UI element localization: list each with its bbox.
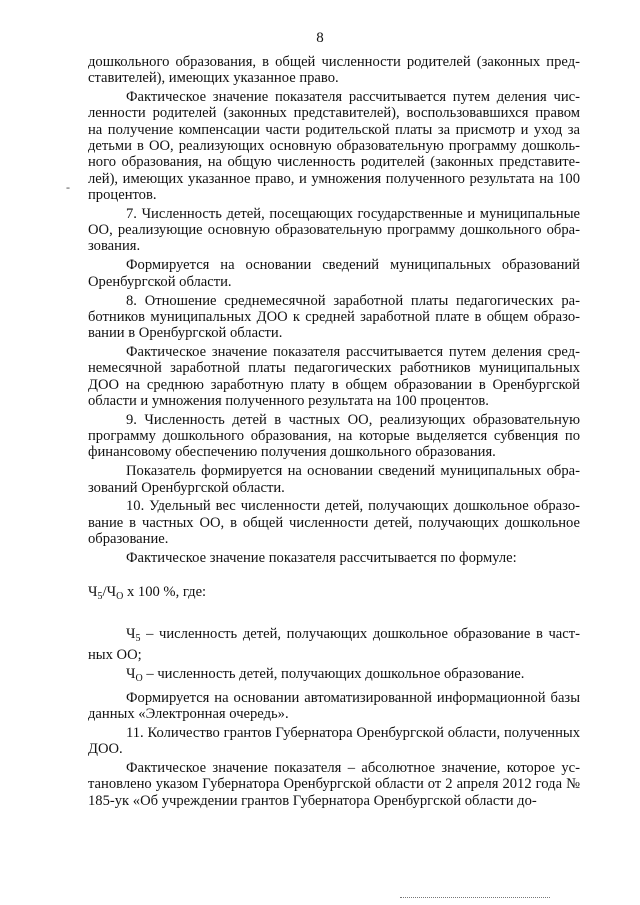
item-10-heading: 10. Удельный вес численности детей, получающих дошкольное образование в частных ОО, в общей численности детей, получающих дошкольное образование. (88, 498, 580, 548)
definition-cho-sub: О (135, 672, 143, 684)
item-8-calculation: Фактическое значение показателя рассчитывается путем деления среднемесячной заработной платы педагогических работников муниципальных ДОО на среднюю заработную плату в общем образовании в Оренбургской области и умножения полученного результата на 100 процентов. (88, 344, 580, 409)
margin-mark: - (66, 180, 70, 194)
paragraph-continuation: дошкольного образования, в общей численности родителей (законных представителей), имеющих указанное право. (88, 54, 580, 87)
formula-definitions (88, 626, 580, 687)
item-11-calculation: Фактическое значение показателя – абсолютное значение, которое установлено указом Губернатора Оренбургской области от 2 апреля 2012 года № 185-ук «Об учреждении грантов Губернатора Оренбургской области до- (88, 760, 580, 809)
scan-artifact-line (400, 897, 550, 900)
definition-ch5-symbol: Ч (126, 625, 136, 642)
item-10-source: Формируется на основании автоматизированной информационной базы данных «Электронная очередь». (88, 689, 580, 722)
item-8-heading: 8. Отношение среднемесячной заработной платы педагогических работников муниципальных ДОО к средней заработной плате в общем образовании в Оренбургской области. (88, 292, 580, 342)
formula-cho: Ч (106, 584, 117, 601)
definition-ch5-sub: 5 (135, 632, 141, 644)
definition-cho-text: – численность детей, получающих дошкольное образование. (142, 665, 525, 682)
page-number: 8 (316, 30, 324, 46)
definition-cho-symbol: Ч (126, 665, 136, 682)
item-7-heading: 7. Численность детей, посещающих государственные и муниципальные ОО, реализующие основную образовательную программу дошкольного образования. (88, 205, 580, 255)
paragraph-calculation-compensation: Фактическое значение показателя рассчитывается путем деления численности родителей (законных представителей), воспользовавшихся правом на получение компенсации части родительской платы за присмотр и уход за детьми в ОО, реализующих основную образовательную программу дошкольного образования, на общую численность родителей (законных представителей), имеющих указанное право, и умножения полученного результата на 100 процентов. (88, 89, 580, 203)
formula (88, 584, 580, 605)
item-9-heading: 9. Численность детей в частных ОО, реализующих образовательную программу дошкольного образования, на которые выделяется субвенция по финансовому обеспечению получения дошкольного образования. (88, 411, 580, 461)
formula-slash: / (102, 584, 107, 601)
document-body (88, 54, 580, 811)
definition-cho (88, 666, 580, 687)
definition-ch5-text: – численность детей, получающих дошкольное образование в частных ОО; (88, 625, 580, 663)
item-11-heading: 11. Количество грантов Губернатора Оренбургской области, полученных ДОО. (88, 724, 580, 758)
item-10-formula-intro: Фактическое значение показателя рассчитывается по формуле: (126, 549, 517, 566)
formula-sub5: 5 (97, 591, 103, 603)
formula-subo: О (116, 591, 124, 603)
item-9-source: Показатель формируется на основании сведений муниципальных образований Оренбургской области. (88, 463, 580, 496)
item-7-source: Формируется на основании сведений муниципальных образований Оренбургской области. (88, 257, 580, 290)
formula-ch5: Ч (88, 584, 98, 601)
definition-ch5 (88, 626, 580, 664)
formula-rest: х 100 %, где: (123, 584, 207, 601)
